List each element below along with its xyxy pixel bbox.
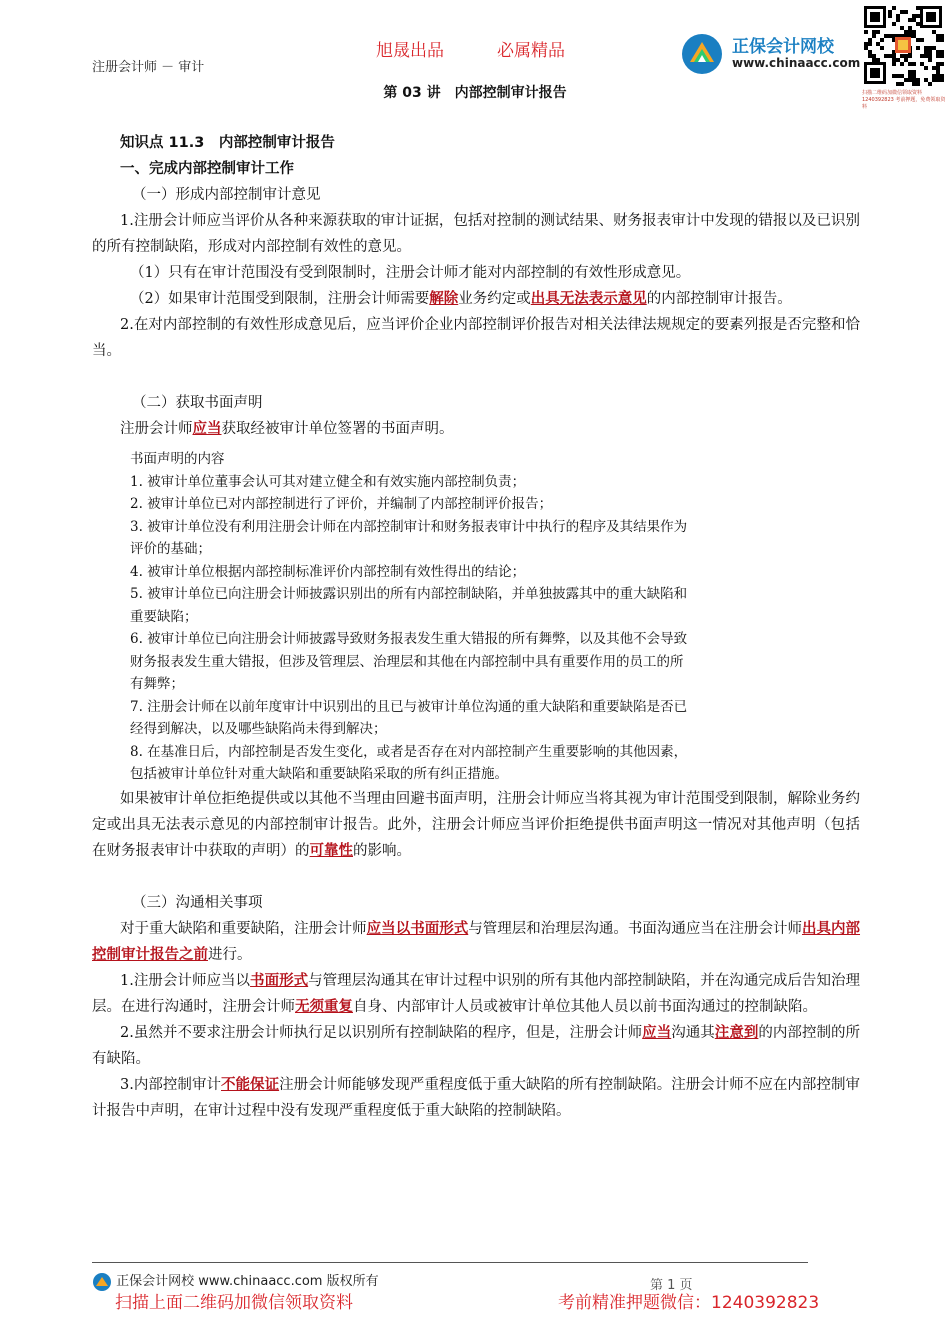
list-item: 3. 被审计单位没有利用注册会计师在内部控制审计和财务报表审计中执行的程序及其结果作为	[130, 518, 688, 535]
emphasis-text: 解除	[429, 290, 459, 307]
topic-heading: 知识点 11.3 内部控制审计报告	[120, 135, 335, 151]
list-item: 财务报表发生重大错报，但涉及管理层、治理层和其他在内部控制中具有重要作用的员工的所	[130, 653, 684, 670]
qr-caption: 扫描二维码加微信领取资料 1240392823 考前押题，免费领取资料	[862, 90, 946, 110]
paragraph-6: 1.注册会计师应当以书面形式与管理层沟通其在审计过程中识别的所有其他内部控制缺陷，并在沟通完成后告知治理层。在进行沟通时，注册会计师无须重复自身、内部审计人员或被审计单位其他人员以前书面沟通过的控制缺陷。	[92, 971, 860, 1015]
list-item: 7. 注册会计师在以前年度审计中识别出的且已与被审计单位沟通的重大缺陷和重要缺陷是否已	[130, 698, 688, 715]
emphasis-text: 应当	[192, 420, 222, 437]
lecture-title: 第 03 讲 内部控制审计报告	[383, 85, 567, 101]
logo-name: 正保会计网校	[732, 37, 834, 57]
paragraph-1: 1.注册会计师应当评价从各种来源获取的审计证据，包括对控制的测试结果、财务报表审计中发现的错报以及已识别的所有控制缺陷，形成对内部控制有效性的意见。	[92, 213, 860, 255]
list-item: 包括被审计单位针对重大缺陷和重要缺陷采取的所有纠正措施。	[130, 766, 508, 782]
emphasis-text: 无须重复	[295, 997, 353, 1015]
header-promo-2: 必属精品	[497, 41, 565, 61]
footer-logo-icon	[92, 1272, 112, 1292]
page-number: 第 1 页	[650, 1278, 693, 1293]
copyright-text: 正保会计网校 www.chinaacc.com 版权所有	[116, 1274, 379, 1289]
logo-emblem-icon	[680, 32, 726, 76]
written-representation-list	[92, 448, 860, 786]
footer-divider	[92, 1262, 808, 1263]
subsection-heading-2: （二）获取书面声明	[132, 395, 263, 411]
emphasis-text: 不能保证	[221, 1075, 280, 1093]
list-title: 书面声明的内容	[130, 451, 225, 467]
header-promo-1: 旭晟出品	[376, 41, 444, 61]
list-item: 经得到解决，以及哪些缺陷尚未得到解决；	[130, 721, 387, 737]
paragraph-3: 注册会计师应当获取经被审计单位签署的书面声明。	[120, 420, 454, 437]
chinaacc-logo	[680, 32, 861, 76]
footer-promo-left: 扫描上面二维码加微信领取资料	[115, 1293, 353, 1313]
emphasis-text: 出具无法表示意见	[530, 290, 647, 307]
emphasis-text: 应当	[642, 1023, 672, 1041]
paragraph-4: 如果被审计单位拒绝提供或以其他不当理由回避书面声明，注册会计师应当将其视为审计范围受到限制，解除业务约定或出具无法表示意见的内部控制审计报告。此外，注册会计师应当评价拒绝提供书面声明这一情况对其他声明（包括在财务报表审计中获取的声明）的可靠性的影响。	[92, 790, 860, 859]
qr-code	[862, 4, 944, 86]
subsection-heading-3: （三）沟通相关事项	[132, 894, 263, 911]
list-item: 5. 被审计单位已向注册会计师披露识别出的所有内部控制缺陷，并单独披露其中的重大缺陷和	[130, 586, 688, 602]
logo-url: www.chinaacc.com	[732, 56, 861, 70]
paragraph-1b: （2）如果审计范围受到限制，注册会计师需要解除业务约定或出具无法表示意见的内部控制审计报告。	[130, 290, 792, 307]
list-item: 8. 在基准日后，内部控制是否发生变化，或者是否存在对内部控制产生重要影响的其他因素，	[130, 743, 688, 760]
paragraph-1a: （1）只有在审计范围没有受到限制时，注册会计师才能对内部控制的有效性形成意见。	[130, 265, 691, 281]
paragraph-8: 3.内部控制审计不能保证注册会计师能够发现严重程度低于重大缺陷的所有控制缺陷。注册会计师不应在内部控制审计报告中声明，在审计过程中没有发现严重程度低于重大缺陷的控制缺陷。	[92, 1075, 860, 1119]
emphasis-text: 注意到	[714, 1023, 759, 1041]
list-item: 重要缺陷；	[130, 608, 198, 625]
paragraph-2: 2.在对内部控制的有效性形成意见后，应当评价企业内部控制评价报告对相关法律法规规定的要素列报是否完整和恰当。	[92, 317, 860, 359]
list-item: 评价的基础；	[130, 541, 211, 557]
list-item: 有舞弊；	[130, 676, 184, 692]
list-item: 4. 被审计单位根据内部控制标准评价内部控制有效性得出的结论；	[130, 563, 526, 580]
list-item: 1. 被审计单位董事会认可其对建立健全和有效实施内部控制负责；	[130, 473, 526, 490]
emphasis-text: 出具内部控制审计报告之前	[92, 919, 861, 963]
header-subject: 注册会计师 － 审计	[92, 60, 205, 75]
section-heading-1: 一、完成内部控制审计工作	[120, 161, 294, 177]
emphasis-text: 书面形式	[250, 971, 309, 989]
emphasis-text: 可靠性	[309, 841, 353, 859]
emphasis-text: 应当以书面形式	[366, 919, 469, 937]
list-item: 6. 被审计单位已向注册会计师披露导致财务报表发生重大错报的所有舞弊，以及其他不会导致	[130, 631, 688, 647]
paragraph-7: 2.虽然并不要求注册会计师执行足以识别所有控制缺陷的程序，但是，注册会计师应当沟通其注意到的内部控制的所有缺陷。	[92, 1023, 861, 1067]
footer-promo-right: 考前精准押题微信：1240392823	[558, 1293, 820, 1313]
document-body	[92, 130, 860, 1124]
list-item: 2. 被审计单位已对内部控制进行了评价，并编制了内部控制评价报告；	[130, 496, 553, 512]
qr-code-icon	[862, 4, 944, 86]
paragraph-5: 对于重大缺陷和重要缺陷，注册会计师应当以书面形式与管理层和治理层沟通。书面沟通应当在注册会计师出具内部控制审计报告之前进行。	[92, 919, 861, 963]
subsection-heading-1: （一）形成内部控制审计意见	[132, 187, 321, 203]
